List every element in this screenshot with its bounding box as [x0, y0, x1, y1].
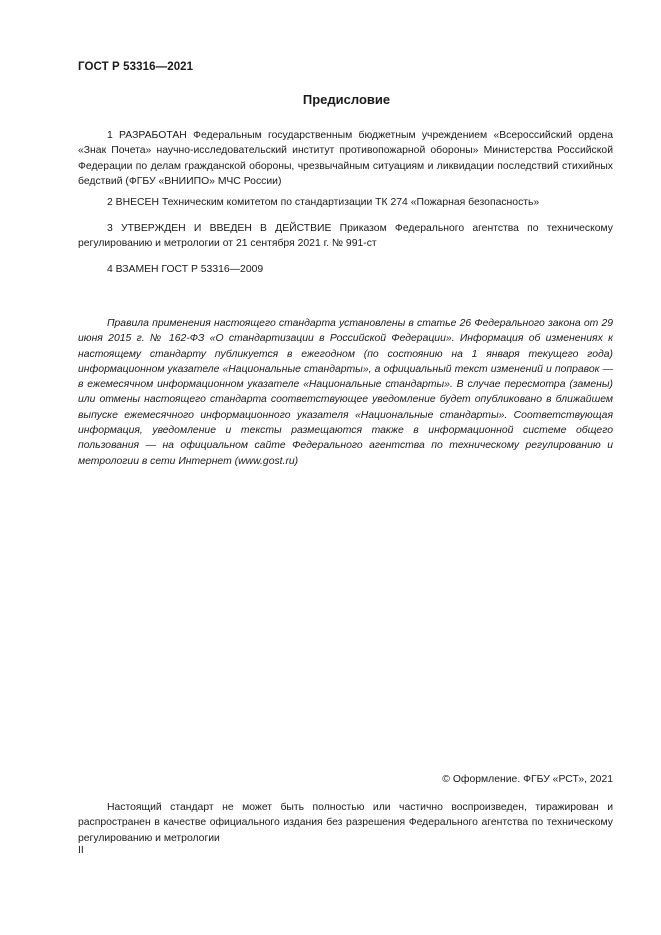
document-code: ГОСТ Р 53316—2021 — [78, 61, 194, 73]
copyright-line: © Оформление. ФГБУ «РСТ», 2021 — [442, 774, 613, 785]
foreword-item-4: 4 ВЗАМЕН ГОСТ Р 53316—2009 — [107, 264, 264, 275]
reproduction-notice: Настоящий стандарт не может быть полностью или частично воспроизведен, тиражирован и распространен в качестве официального издания без разрешения Федерального агентства по техническому регулированию и метрологии — [78, 802, 613, 844]
foreword-item-2: 2 ВНЕСЕН Техническим комитетом по стандартизации ТК 274 «Пожарная безопасность» — [107, 197, 540, 208]
foreword-item-3: 3 УТВЕРЖДЕН И ВВЕДЕН В ДЕЙСТВИЕ Приказом Федерального агентства по техническому регулированию и метрологии от 21 сентября 2021 г. № 991-ст — [78, 223, 613, 250]
foreword-item-1: 1 РАЗРАБОТАН Федеральным государственным бюджетным учреждением «Всероссийский ордена «Знак Почета» научно-исследовательский институт противопожарной обороны» Министерства Российской Федерации по делам гражданской обороны, чрезвычайным ситуациям и ликвидации последствий стихийных бедствий (ФГБУ «ВНИИПО» МЧС России) — [78, 130, 613, 187]
page-title: Предисловие — [302, 92, 391, 107]
usage-notice: Правила применения настоящего стандарта установлены в статье 26 Федерального закона от 29 июня 2015 г. № 162-ФЗ «О стандартизации в Российской Федерации». Информация об изменениях к настоящему стандарту публикуется в ежегодном (по состоянию на 1 января текущего года) информационном указателе «Национальные стандарты», а официальный текст изменений и поправок — в ежемесячном информационном указателе «Национальные стандарты». В случае пересмотра (замены) или отмены настоящего стандарта соответствующее уведомление будет опубликовано в ближайшем выпуске ежемесячного информационного указателя «Национальные стандарты». Соответствующая информация, уведомление и тексты размещаются также в информационной системе общего пользования — на официальном сайте Федерального агентства по техническому регулированию и метрологии в сети Интернет (www.gost.ru) — [78, 318, 613, 467]
page-number: II — [78, 845, 84, 856]
